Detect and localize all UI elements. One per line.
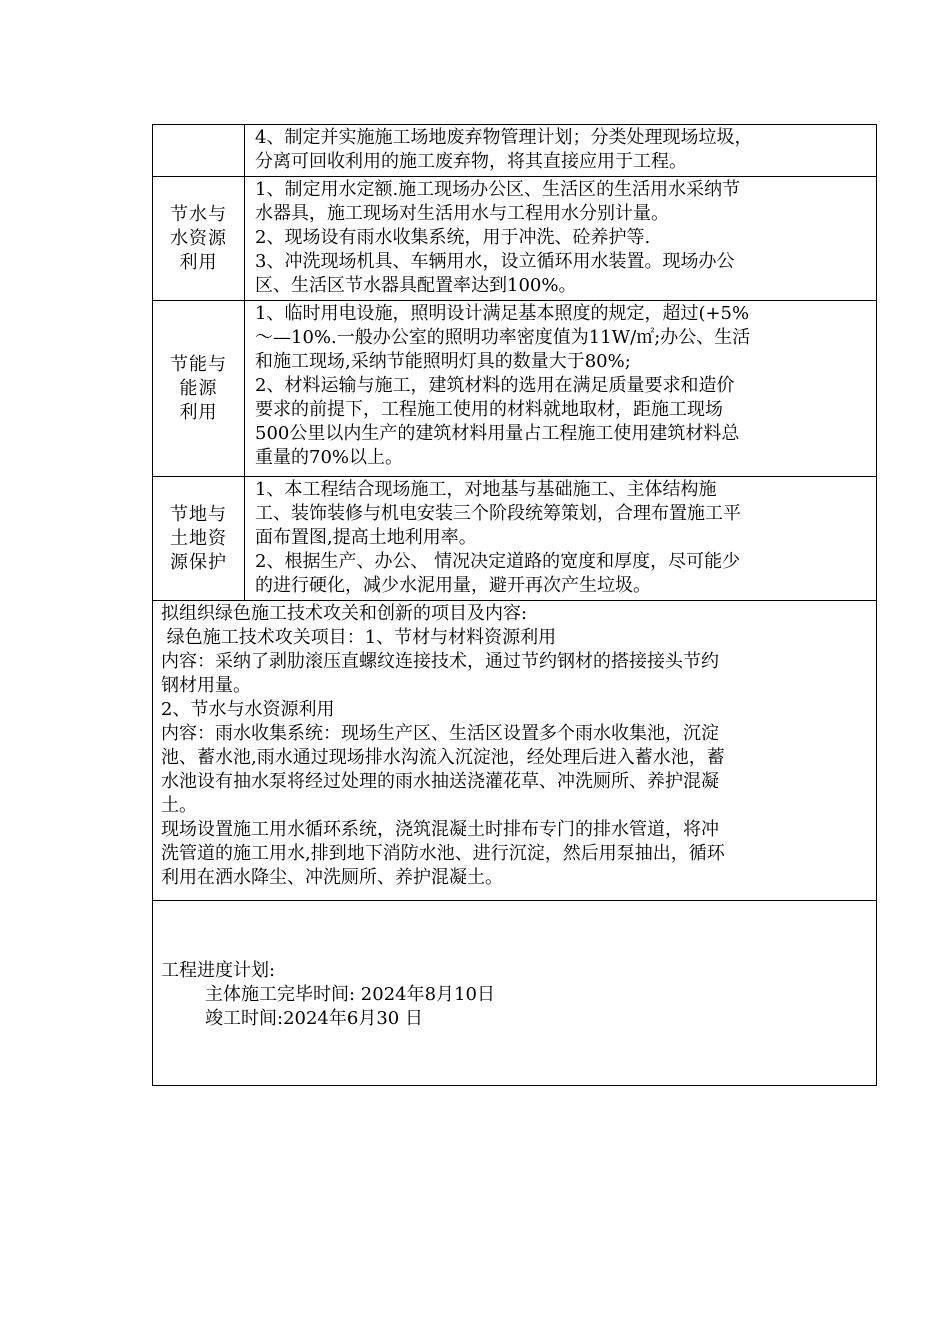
innovation-line: 绿色施工技术攻关项目：1、节材与材料资源利用 xyxy=(161,627,557,648)
content-line: ～—10%.一般办公室的照明功率密度值为11W/㎡;办公、生活 xyxy=(255,327,751,348)
content-line: 要求的前提下，工程施工使用的材料就地取材，距施工现场 xyxy=(255,399,723,420)
table-row-waste xyxy=(153,125,876,177)
plan-table xyxy=(152,124,877,1086)
content-line: 1、本工程结合现场施工，对地基与基础施工、主体结构施 xyxy=(255,479,717,500)
innovation-line: 洗管道的施工用水,排到地下消防水池、进行沉淀，然后用泵抽出，循环 xyxy=(161,843,725,864)
row-content xyxy=(255,126,870,174)
table-row-water xyxy=(153,177,876,301)
innovation-line: 水池设有抽水泵将经过处理的雨水抽送浇灌花草、冲洗厕所、养护混凝 xyxy=(161,771,719,792)
schedule-title: 工程进度计划: xyxy=(161,960,276,981)
innovation-line: 钢材用量。 xyxy=(161,675,251,696)
schedule-content xyxy=(161,959,870,1031)
content-line: 区、生活区节水器具配置率达到100%。 xyxy=(255,275,577,296)
content-line: 面布置图,提高土地利用率。 xyxy=(255,527,477,548)
table-row-land xyxy=(153,477,876,601)
content-line: 分离可回收利用的施工废弃物，将其直接应用于工程。 xyxy=(255,151,687,172)
row-label-land: 节地与 土地资 源保护 xyxy=(153,477,245,600)
content-line: 的进行硬化，减少水泥用量，避开再次产生垃圾。 xyxy=(255,575,651,596)
table-row-schedule xyxy=(153,901,876,1085)
row-content xyxy=(255,178,870,298)
innovation-line: 2、节水与水资源利用 xyxy=(161,699,335,720)
innovation-line: 利用在洒水降尘、冲洗厕所、养护混凝土。 xyxy=(161,867,503,888)
content-line: 4、制定并实施施工场地废弃物管理计划；分类处理现场垃圾， xyxy=(255,127,753,148)
innovation-line: 拟组织绿色施工技术攻关和创新的项目及内容: xyxy=(161,603,528,624)
content-line: 工、装饰装修与机电安装三个阶段统筹策划，合理布置施工平 xyxy=(255,503,741,524)
row-content xyxy=(255,302,870,470)
content-line: 1、制定用水定额.施工现场办公区、生活区的生活用水采纳节 xyxy=(255,179,741,200)
content-line: 水器具，施工现场对生活用水与工程用水分别计量。 xyxy=(255,203,669,224)
table-row-innovation xyxy=(153,601,876,901)
row-label-energy: 节能与 能源 利用 xyxy=(153,301,245,476)
content-line: 3、冲洗现场机具、车辆用水，设立循环用水装置。现场办公 xyxy=(255,251,735,272)
content-line: 1、临时用电设施，照明设计满足基本照度的规定，超过(+5% xyxy=(255,303,750,324)
row-label-water: 节水与 水资源 利用 xyxy=(153,177,245,300)
row-label xyxy=(153,125,245,176)
content-line: 500公里以内生产的建筑材料用量占工程施工使用建筑材料总 xyxy=(255,423,740,444)
content-line: 2、材料运输与施工，建筑材料的选用在满足质量要求和造价 xyxy=(255,375,735,396)
innovation-line: 池、蓄水池,雨水通过现场排水沟流入沉淀池，经处理后进入蓄水池，蓄 xyxy=(161,747,725,768)
content-line: 2、现场设有雨水收集系统，用于冲洗、砼养护等. xyxy=(255,227,651,248)
innovation-line: 内容：采纳了剥肋滚压直螺纹连接技术，通过节约钢材的搭接接头节约 xyxy=(161,651,719,672)
main-completion-date: 主体施工完毕时间: 2024年8月10日 xyxy=(205,984,495,1005)
innovation-line: 现场设置施工用水循环系统，浇筑混凝土时排布专门的排水管道，将冲 xyxy=(161,819,719,840)
content-line: 重量的70%以上。 xyxy=(255,447,404,468)
innovation-line: 内容：雨水收集系统：现场生产区、生活区设置多个雨水收集池，沉淀 xyxy=(161,723,719,744)
content-line: 2、根据生产、办公、 情况决定道路的宽度和厚度，尽可能少 xyxy=(255,551,741,572)
final-completion-date: 竣工时间:2024年6月30 日 xyxy=(205,1008,423,1029)
row-content xyxy=(255,478,870,598)
innovation-content xyxy=(161,602,870,890)
table-row-energy xyxy=(153,301,876,477)
innovation-line: 土。 xyxy=(161,795,197,816)
content-line: 和施工现场,采纳节能照明灯具的数量大于80%; xyxy=(255,351,631,372)
